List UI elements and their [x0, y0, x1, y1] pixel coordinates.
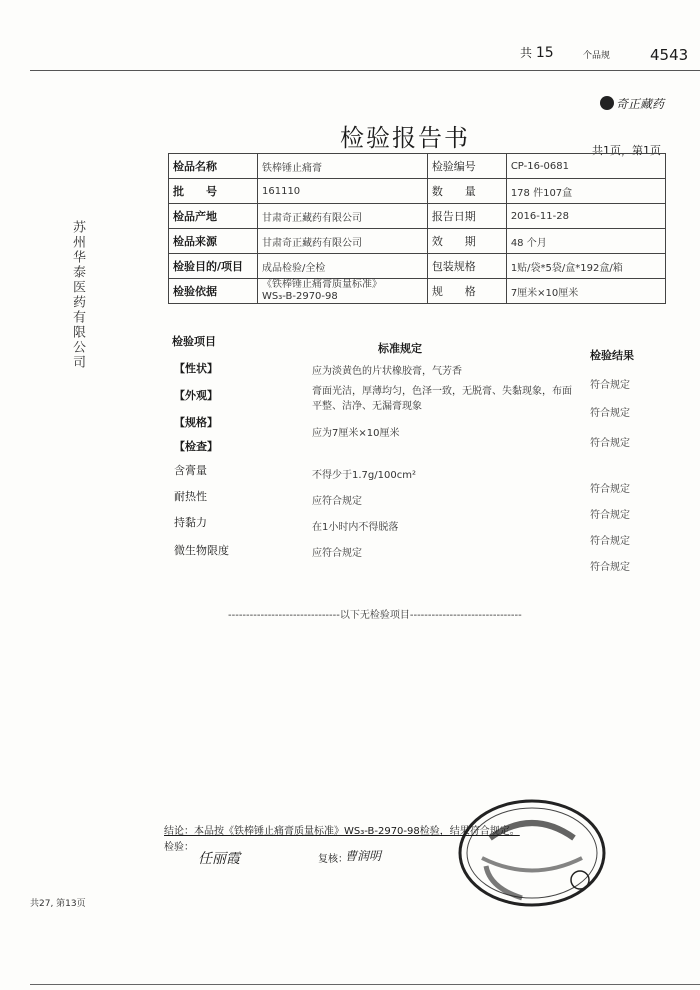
item-standard: 应符合规定	[312, 548, 362, 559]
batch-label: 批 号	[169, 179, 258, 204]
item-standard: 应为淡黄色的片状橡胶膏，气芳香	[312, 366, 462, 377]
test-no-value: CP-16-0681	[506, 154, 665, 179]
item-standard: 应符合规定	[312, 496, 362, 507]
footer-page-number: 共27, 第13页	[30, 899, 86, 909]
logo-icon	[600, 96, 614, 110]
item-name: 【外观】	[174, 389, 218, 402]
company-seal-stamp	[452, 788, 612, 908]
spec-value: 7厘米×10厘米	[506, 279, 665, 304]
validity-value: 48 个月	[506, 229, 665, 254]
test-no-label: 检验编号	[427, 154, 506, 179]
spec-count-label: 个品规	[583, 51, 611, 61]
package-label: 包装规格	[427, 254, 506, 279]
page-title: 检验报告书	[340, 124, 470, 152]
item-name: 持黏力	[174, 516, 207, 529]
item-standard: 不得少于1.7g/100cm²	[312, 470, 416, 481]
purpose-label: 检验目的/项目	[169, 254, 258, 279]
report-date-label: 报告日期	[427, 204, 506, 229]
page-count: 共 15	[520, 45, 554, 61]
basis-standard-name: 《铁棒锤止痛膏质量标准》	[262, 279, 382, 290]
bottom-rule	[30, 984, 700, 985]
quantity-value: 178 件107盒	[506, 179, 665, 204]
item-result: 符合规定	[590, 536, 630, 547]
reviewer-label: 复核：	[318, 854, 348, 865]
item-name: 耐热性	[174, 490, 207, 503]
origin-value: 甘肃奇正藏药有限公司	[258, 204, 428, 229]
quantity-label: 数 量	[427, 179, 506, 204]
basis-label: 检验依据	[169, 279, 258, 304]
company-logo: 奇正藏药	[600, 95, 664, 112]
package-value: 1贴/袋*5袋/盒*192盒/箱	[506, 254, 665, 279]
top-rule	[30, 70, 700, 71]
inspector-signature: 任丽霞	[198, 851, 240, 867]
item-result: 符合规定	[590, 380, 630, 391]
validity-label: 效 期	[427, 229, 506, 254]
product-name-value: 铁棒锤止痛膏	[258, 154, 428, 179]
side-company-name: 苏州华泰医药有限公司	[70, 220, 85, 370]
page-info: 共1页，第1页	[592, 144, 661, 157]
report-date-value: 2016-11-28	[506, 204, 665, 229]
item-result: 符合规定	[590, 408, 630, 419]
item-standard: 应为7厘米×10厘米	[312, 428, 400, 439]
spec-label: 规 格	[427, 279, 506, 304]
source-value: 甘肃奇正藏药有限公司	[258, 229, 428, 254]
basis-standard-code: WS₃-B-2970-98	[262, 291, 338, 302]
product-name-label: 检品名称	[169, 154, 258, 179]
serial-number: 4543	[650, 46, 689, 64]
conclusion-text: 结论：本品按《铁棒锤止痛膏质量标准》WS₃-B-2970-98检验，结果符合规定。	[164, 826, 520, 837]
items-header-item: 检验项目	[172, 335, 216, 348]
item-name: 含膏量	[174, 464, 207, 477]
item-name: 微生物限度	[174, 544, 229, 557]
info-table	[168, 153, 666, 304]
item-result: 符合规定	[590, 510, 630, 521]
source-label: 检品来源	[169, 229, 258, 254]
purpose-value: 成品检验/全检	[258, 254, 428, 279]
basis-value	[258, 279, 428, 304]
end-of-items-line: -------------------------------以下无检验项目-------------------------------	[228, 610, 522, 621]
item-result: 符合规定	[590, 562, 630, 573]
reviewer-signature: 曹润明	[345, 849, 382, 863]
item-name: 【规格】	[174, 416, 218, 429]
item-result: 符合规定	[590, 484, 630, 495]
items-header-result: 检验结果	[590, 349, 634, 362]
inspector-label: 检验：	[164, 842, 194, 853]
origin-label: 检品产地	[169, 204, 258, 229]
item-name: 【性状】	[174, 362, 218, 375]
item-standard: 膏面光洁，厚薄均匀，色泽一致，无脱膏、失黏现象，布面平整、洁净、无漏膏现象	[312, 386, 572, 412]
items-header-standard: 标准规定	[378, 342, 422, 355]
item-result: 符合规定	[590, 438, 630, 449]
item-name: 【检查】	[174, 440, 218, 453]
item-standard: 在1小时内不得脱落	[312, 522, 399, 533]
batch-value: 161110	[258, 179, 428, 204]
